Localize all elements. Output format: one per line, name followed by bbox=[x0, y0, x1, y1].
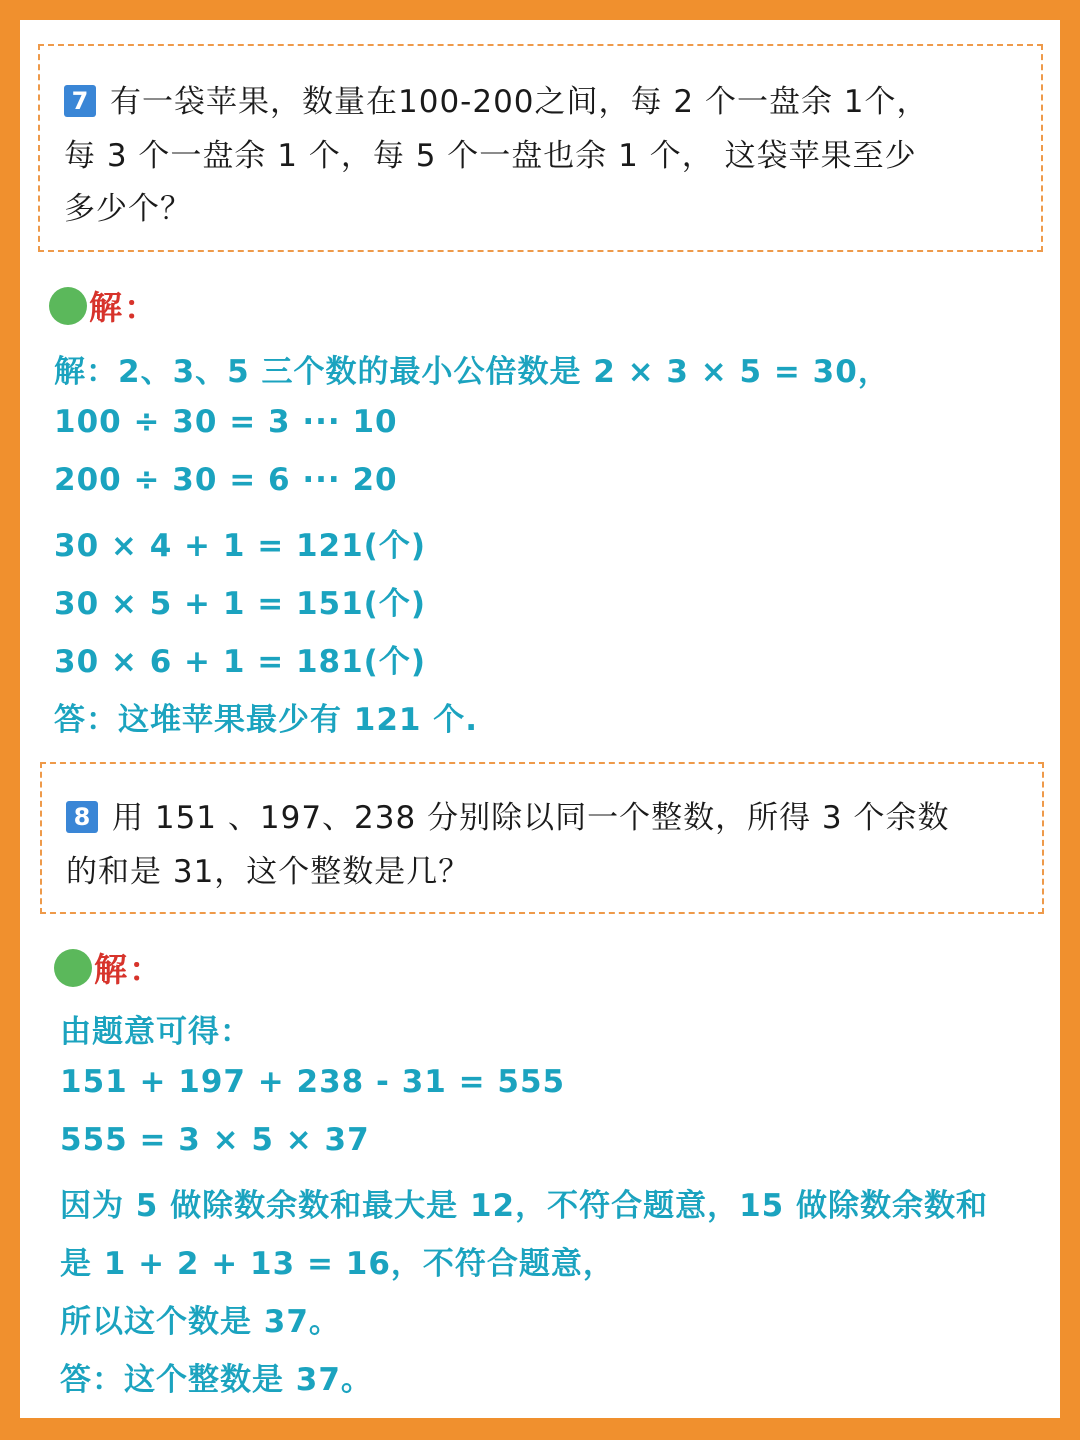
question-7-number-badge: 7 bbox=[64, 85, 96, 117]
question-8-line-1 bbox=[66, 792, 950, 837]
green-dot-icon bbox=[49, 287, 87, 325]
solution-8-line-4: 因为 5 做除数余数和最大是 12，不符合题意，15 做除数余数和 bbox=[60, 1188, 989, 1224]
solution-8-label: 解： bbox=[94, 950, 164, 989]
solution-8-header bbox=[54, 944, 164, 991]
question-7-line-1 bbox=[64, 76, 929, 121]
question-8-number-badge: 8 bbox=[66, 801, 98, 833]
solution-8-line-5: 是 1 + 2 + 13 = 16，不符合题意， bbox=[60, 1246, 615, 1282]
solution-8-line-6: 所以这个数是 37。 bbox=[60, 1304, 341, 1340]
worksheet-page bbox=[20, 20, 1060, 1418]
question-7-box bbox=[38, 44, 1043, 252]
solution-7-label: 解： bbox=[89, 288, 159, 327]
solution-8-answer: 答：这个整数是 37。 bbox=[60, 1362, 373, 1398]
question-7-line-2: 每 3 个一盘余 1 个，每 5 个一盘也余 1 个， 这袋苹果至少 bbox=[64, 138, 917, 174]
solution-7-line-1: 解：2、3、5 三个数的最小公倍数是 2 × 3 × 5 = 30， bbox=[54, 354, 890, 390]
question-8-line-2: 的和是 31，这个整数是几？ bbox=[66, 854, 471, 890]
solution-7-answer: 答：这堆苹果最少有 121 个. bbox=[54, 702, 479, 738]
solution-7-line-4: 30 × 4 + 1 = 121(个) bbox=[54, 528, 427, 564]
solution-7-line-6: 30 × 6 + 1 = 181(个) bbox=[54, 644, 427, 680]
solution-7-header bbox=[49, 282, 159, 329]
solution-8-line-3: 555 = 3 × 5 × 37 bbox=[60, 1122, 370, 1158]
question-7-line-3: 多少个？ bbox=[64, 191, 192, 227]
solution-7-line-2: 100 ÷ 30 = 3 ··· 10 bbox=[54, 404, 398, 440]
question-8-line-1-text: 用 151 、197、238 分别除以同一个整数，所得 3 个余数 bbox=[112, 800, 950, 836]
green-dot-icon bbox=[54, 949, 92, 987]
question-7-line-1-text: 有一袋苹果，数量在100-200之间，每 2 个一盘余 1个， bbox=[110, 84, 929, 120]
solution-8-line-2: 151 + 197 + 238 - 31 = 555 bbox=[60, 1064, 566, 1100]
question-8-box bbox=[40, 762, 1044, 914]
solution-8-line-1: 由题意可得： bbox=[60, 1014, 252, 1050]
solution-7-line-5: 30 × 5 + 1 = 151(个) bbox=[54, 586, 427, 622]
solution-7-line-3: 200 ÷ 30 = 6 ··· 20 bbox=[54, 462, 398, 498]
